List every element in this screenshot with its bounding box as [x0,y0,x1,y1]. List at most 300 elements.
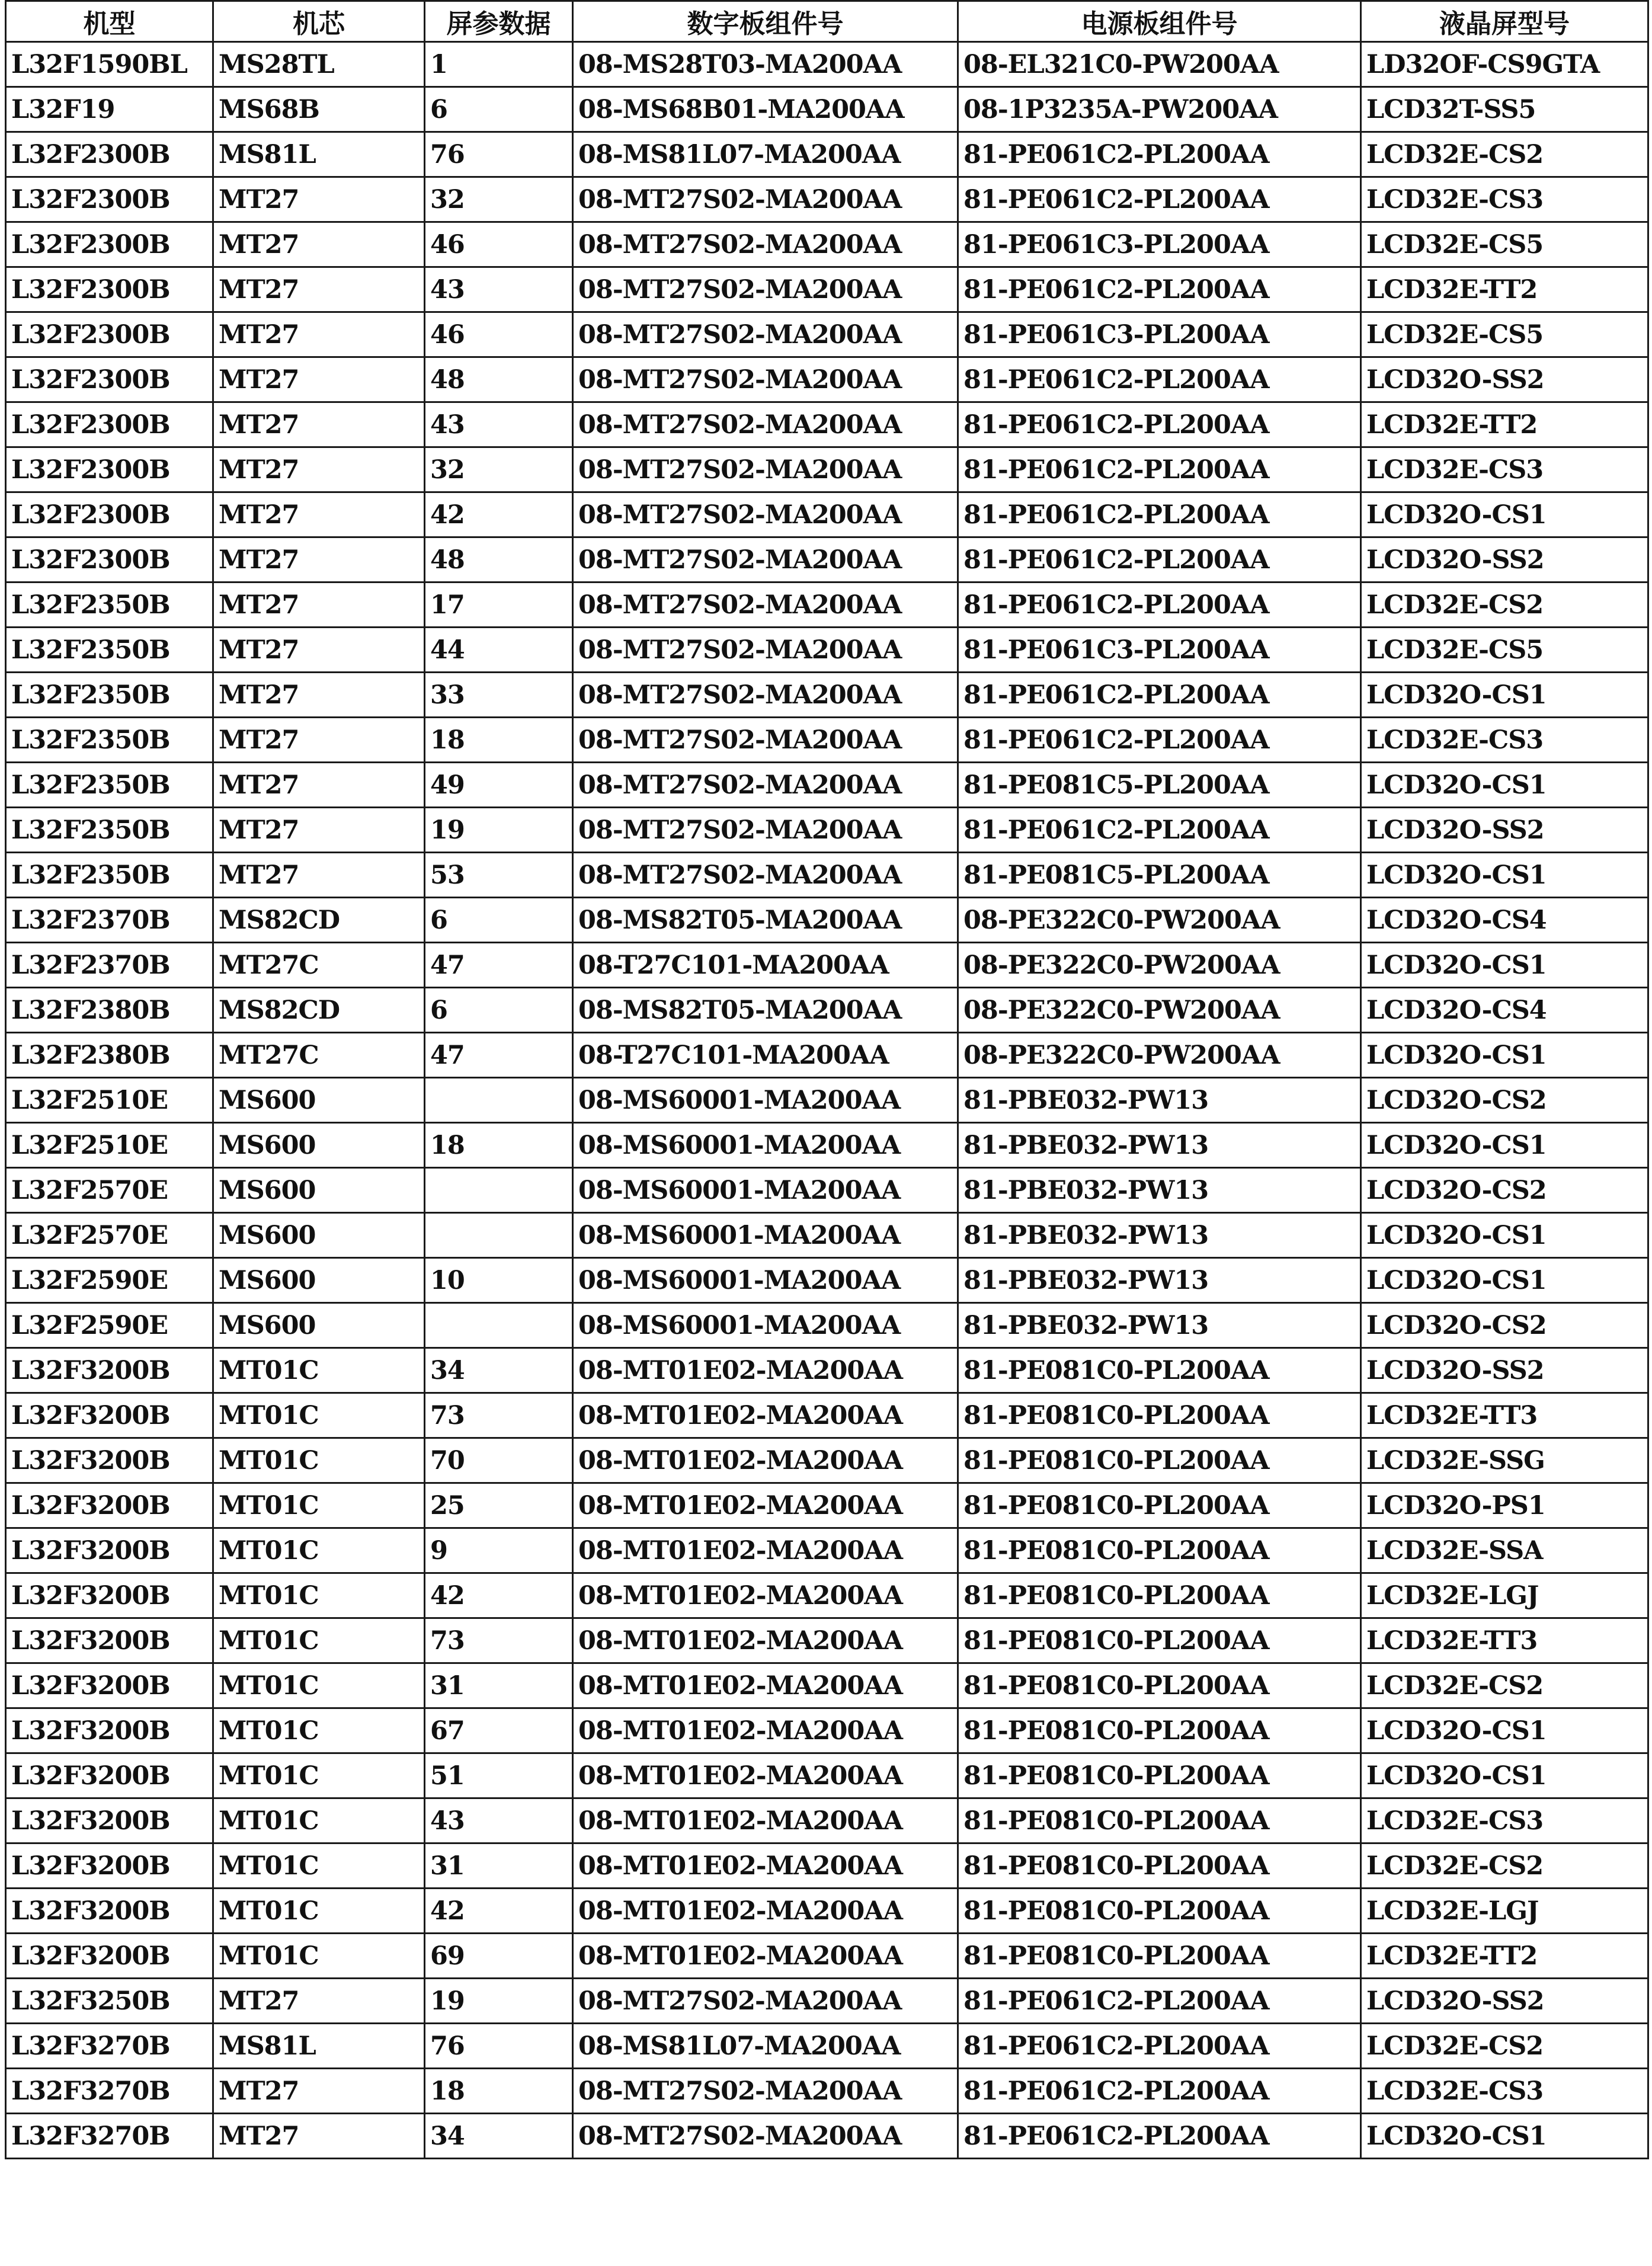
cell-model: L32F2350B [6,673,213,718]
cell-digital-board: 08-MS60001-MA200AA [573,1123,958,1168]
cell-lcd-panel: LCD32O-CS1 [1361,1033,1648,1078]
cell-chassis: MS600 [213,1168,425,1213]
cell-model: L32F3200B [6,1663,213,1708]
cell-lcd-panel: LCD32E-CS5 [1361,312,1648,357]
cell-digital-board: 08-MT01E02-MA200AA [573,1438,958,1483]
cell-power-board: 81-PE081C0-PL200AA [958,1528,1361,1573]
cell-screen-data: 6 [425,988,573,1033]
cell-digital-board: 08-MS82T05-MA200AA [573,988,958,1033]
cell-power-board: 81-PE081C0-PL200AA [958,1889,1361,1934]
cell-screen-data: 51 [425,1753,573,1798]
header-digital-board: 数字板组件号 [573,1,958,42]
cell-screen-data: 33 [425,673,573,718]
cell-power-board: 81-PE061C2-PL200AA [958,582,1361,628]
cell-power-board: 08-1P3235A-PW200AA [958,87,1361,132]
cell-model: L32F3270B [6,2069,213,2114]
cell-power-board: 81-PE061C2-PL200AA [958,808,1361,853]
cell-chassis: MT27 [213,177,425,222]
cell-chassis: MT27 [213,1979,425,2024]
cell-lcd-panel: LCD32O-PS1 [1361,1483,1648,1528]
cell-lcd-panel: LCD32O-SS2 [1361,808,1648,853]
cell-screen-data: 53 [425,853,573,898]
cell-screen-data: 17 [425,582,573,628]
header-lcd-panel: 液晶屏型号 [1361,1,1648,42]
cell-digital-board: 08-MS81L07-MA200AA [573,2024,958,2069]
cell-model: L32F2300B [6,447,213,492]
cell-chassis: MS82CD [213,898,425,943]
cell-chassis: MS68B [213,87,425,132]
cell-chassis: MT27C [213,1033,425,1078]
cell-power-board: 81-PBE032-PW13 [958,1303,1361,1348]
cell-model: L32F3200B [6,1889,213,1934]
cell-power-board: 08-EL321C0-PW200AA [958,42,1361,87]
table-row [6,1618,1648,1663]
cell-model: L32F3200B [6,1618,213,1663]
cell-lcd-panel: LCD32O-SS2 [1361,537,1648,582]
cell-digital-board: 08-MT27S02-MA200AA [573,357,958,402]
cell-lcd-panel: LCD32O-CS1 [1361,1213,1648,1258]
cell-digital-board: 08-MT01E02-MA200AA [573,1618,958,1663]
header-screen-data: 屏参数据 [425,1,573,42]
table-row [6,943,1648,988]
cell-digital-board: 08-MT27S02-MA200AA [573,763,958,808]
cell-chassis: MT27 [213,312,425,357]
cell-model: L32F3200B [6,1843,213,1889]
cell-digital-board: 08-MT27S02-MA200AA [573,222,958,267]
cell-model: L32F2300B [6,537,213,582]
cell-power-board: 81-PE061C2-PL200AA [958,177,1361,222]
cell-lcd-panel: LCD32E-LGJ [1361,1889,1648,1934]
cell-power-board: 81-PE081C0-PL200AA [958,1393,1361,1438]
cell-screen-data: 32 [425,177,573,222]
cell-digital-board: 08-MT01E02-MA200AA [573,1483,958,1528]
cell-power-board: 81-PE061C3-PL200AA [958,628,1361,673]
cell-lcd-panel: LCD32O-CS1 [1361,492,1648,537]
cell-screen-data: 67 [425,1708,573,1753]
table-row [6,853,1648,898]
table-row [6,2114,1648,2159]
cell-digital-board: 08-T27C101-MA200AA [573,943,958,988]
cell-model: L32F2350B [6,763,213,808]
cell-chassis: MT27 [213,853,425,898]
cell-screen-data: 25 [425,1483,573,1528]
table-row [6,357,1648,402]
cell-power-board: 81-PE081C0-PL200AA [958,1348,1361,1393]
cell-power-board: 81-PBE032-PW13 [958,1258,1361,1303]
cell-model: L32F1590BL [6,42,213,87]
cell-digital-board: 08-MT27S02-MA200AA [573,402,958,447]
cell-chassis: MT01C [213,1348,425,1393]
cell-model: L32F2510E [6,1123,213,1168]
cell-lcd-panel: LCD32O-CS4 [1361,988,1648,1033]
cell-power-board: 81-PE061C3-PL200AA [958,312,1361,357]
cell-model: L32F2590E [6,1303,213,1348]
cell-chassis: MS82CD [213,988,425,1033]
cell-power-board: 81-PE061C2-PL200AA [958,718,1361,763]
cell-lcd-panel: LCD32O-CS1 [1361,943,1648,988]
cell-model: L32F2350B [6,808,213,853]
cell-power-board: 81-PE081C0-PL200AA [958,1438,1361,1483]
cell-lcd-panel: LCD32E-CS5 [1361,222,1648,267]
cell-lcd-panel: LCD32E-SSA [1361,1528,1648,1573]
cell-lcd-panel: LCD32O-CS1 [1361,853,1648,898]
table-row [6,1528,1648,1573]
cell-digital-board: 08-MT01E02-MA200AA [573,1528,958,1573]
cell-power-board: 81-PE081C0-PL200AA [958,1934,1361,1979]
cell-model: L32F2370B [6,898,213,943]
cell-model: L32F2350B [6,718,213,763]
parts-sheet [5,0,1647,2266]
table-row [6,1753,1648,1798]
cell-lcd-panel: LCD32O-CS1 [1361,1753,1648,1798]
table-row [6,1934,1648,1979]
cell-power-board: 81-PE061C2-PL200AA [958,2114,1361,2159]
cell-chassis: MT27 [213,357,425,402]
cell-power-board: 81-PBE032-PW13 [958,1213,1361,1258]
table-row [6,1438,1648,1483]
cell-screen-data [425,1078,573,1123]
table-row [6,628,1648,673]
cell-power-board: 81-PE081C0-PL200AA [958,1573,1361,1618]
cell-model: L32F2300B [6,312,213,357]
cell-chassis: MS600 [213,1303,425,1348]
cell-chassis: MT01C [213,1843,425,1889]
cell-lcd-panel: LCD32T-SS5 [1361,87,1648,132]
cell-power-board: 81-PE061C2-PL200AA [958,2024,1361,2069]
cell-model: L32F3200B [6,1798,213,1843]
cell-power-board: 81-PE061C2-PL200AA [958,447,1361,492]
table-row [6,1979,1648,2024]
cell-digital-board: 08-MT27S02-MA200AA [573,582,958,628]
cell-screen-data: 42 [425,1573,573,1618]
cell-lcd-panel: LCD32O-CS1 [1361,2114,1648,2159]
cell-model: L32F3200B [6,1708,213,1753]
table-row [6,673,1648,718]
cell-model: L32F2370B [6,943,213,988]
cell-power-board: 81-PE061C2-PL200AA [958,267,1361,312]
table-row [6,1483,1648,1528]
cell-model: L32F2300B [6,177,213,222]
cell-power-board: 81-PE081C0-PL200AA [958,1753,1361,1798]
cell-digital-board: 08-MS60001-MA200AA [573,1213,958,1258]
table-row [6,312,1648,357]
cell-screen-data: 32 [425,447,573,492]
cell-lcd-panel: LCD32O-CS2 [1361,1303,1648,1348]
cell-model: L32F19 [6,87,213,132]
cell-lcd-panel: LCD32E-CS3 [1361,177,1648,222]
cell-model: L32F2300B [6,492,213,537]
cell-chassis: MT27 [213,537,425,582]
cell-power-board: 81-PE081C0-PL200AA [958,1843,1361,1889]
cell-power-board: 08-PE322C0-PW200AA [958,898,1361,943]
cell-screen-data: 46 [425,222,573,267]
cell-model: L32F2350B [6,628,213,673]
cell-lcd-panel: LCD32E-CS2 [1361,132,1648,177]
cell-digital-board: 08-MT27S02-MA200AA [573,492,958,537]
table-row [6,537,1648,582]
cell-model: L32F3200B [6,1483,213,1528]
cell-screen-data: 49 [425,763,573,808]
cell-screen-data: 44 [425,628,573,673]
cell-digital-board: 08-MT27S02-MA200AA [573,177,958,222]
cell-screen-data [425,1303,573,1348]
cell-model: L32F3200B [6,1934,213,1979]
cell-chassis: MT27C [213,943,425,988]
cell-digital-board: 08-MT27S02-MA200AA [573,447,958,492]
table-row [6,1393,1648,1438]
table-row [6,132,1648,177]
cell-screen-data: 18 [425,718,573,763]
cell-screen-data: 42 [425,1889,573,1934]
cell-digital-board: 08-MT01E02-MA200AA [573,1393,958,1438]
cell-lcd-panel: LCD32E-SSG [1361,1438,1648,1483]
cell-screen-data: 48 [425,357,573,402]
cell-lcd-panel: LCD32E-CS2 [1361,1843,1648,1889]
table-row [6,2024,1648,2069]
cell-power-board: 81-PE081C0-PL200AA [958,1483,1361,1528]
cell-chassis: MT27 [213,222,425,267]
cell-screen-data: 19 [425,808,573,853]
table-header [6,1,1648,42]
cell-lcd-panel: LCD32O-CS4 [1361,898,1648,943]
cell-lcd-panel: LCD32O-SS2 [1361,1979,1648,2024]
table-row [6,402,1648,447]
table-row [6,1708,1648,1753]
cell-power-board: 81-PE081C5-PL200AA [958,853,1361,898]
cell-screen-data: 6 [425,898,573,943]
cell-chassis: MT01C [213,1934,425,1979]
cell-power-board: 81-PE061C2-PL200AA [958,2069,1361,2114]
cell-screen-data [425,1213,573,1258]
table-row [6,1123,1648,1168]
cell-chassis: MT27 [213,808,425,853]
cell-model: L32F3270B [6,2024,213,2069]
cell-screen-data: 10 [425,1258,573,1303]
cell-power-board: 08-PE322C0-PW200AA [958,1033,1361,1078]
table-row [6,988,1648,1033]
cell-model: L32F3200B [6,1573,213,1618]
cell-power-board: 81-PE061C2-PL200AA [958,357,1361,402]
table-row [6,1889,1648,1934]
cell-lcd-panel: LCD32O-CS1 [1361,1708,1648,1753]
cell-digital-board: 08-MT27S02-MA200AA [573,267,958,312]
cell-chassis: MT01C [213,1753,425,1798]
cell-chassis: MT27 [213,763,425,808]
cell-chassis: MT01C [213,1708,425,1753]
cell-screen-data: 6 [425,87,573,132]
cell-screen-data: 69 [425,1934,573,1979]
cell-model: L32F3200B [6,1753,213,1798]
cell-screen-data: 18 [425,2069,573,2114]
cell-lcd-panel: LCD32O-CS1 [1361,1123,1648,1168]
cell-power-board: 81-PBE032-PW13 [958,1123,1361,1168]
cell-screen-data: 34 [425,2114,573,2159]
table-row [6,1798,1648,1843]
table-row [6,1168,1648,1213]
cell-chassis: MS600 [213,1078,425,1123]
cell-model: L32F2300B [6,222,213,267]
cell-digital-board: 08-MT01E02-MA200AA [573,1708,958,1753]
table-row [6,763,1648,808]
cell-lcd-panel: LCD32O-SS2 [1361,357,1648,402]
cell-model: L32F2300B [6,357,213,402]
cell-model: L32F2590E [6,1258,213,1303]
cell-model: L32F3250B [6,1979,213,2024]
cell-digital-board: 08-MS60001-MA200AA [573,1258,958,1303]
cell-lcd-panel: LCD32E-CS3 [1361,2069,1648,2114]
cell-chassis: MS81L [213,132,425,177]
cell-model: L32F2350B [6,582,213,628]
cell-screen-data: 31 [425,1663,573,1708]
table-row [6,1843,1648,1889]
cell-model: L32F2570E [6,1213,213,1258]
cell-chassis: MT01C [213,1528,425,1573]
cell-model: L32F2300B [6,267,213,312]
cell-power-board: 81-PBE032-PW13 [958,1078,1361,1123]
table-row [6,1303,1648,1348]
cell-power-board: 81-PE081C0-PL200AA [958,1618,1361,1663]
cell-digital-board: 08-MT01E02-MA200AA [573,1348,958,1393]
cell-digital-board: 08-MT27S02-MA200AA [573,2114,958,2159]
table-row [6,582,1648,628]
cell-screen-data: 42 [425,492,573,537]
header-power-board: 电源板组件号 [958,1,1361,42]
cell-model: L32F3270B [6,2114,213,2159]
cell-digital-board: 08-MT27S02-MA200AA [573,853,958,898]
cell-model: L32F2570E [6,1168,213,1213]
table-row [6,1213,1648,1258]
cell-power-board: 81-PE061C2-PL200AA [958,537,1361,582]
cell-digital-board: 08-MS60001-MA200AA [573,1078,958,1123]
cell-screen-data: 73 [425,1393,573,1438]
cell-screen-data: 47 [425,1033,573,1078]
cell-digital-board: 08-MT27S02-MA200AA [573,2069,958,2114]
table-row [6,898,1648,943]
cell-lcd-panel: LCD32E-CS3 [1361,447,1648,492]
cell-screen-data: 18 [425,1123,573,1168]
table-row [6,87,1648,132]
cell-lcd-panel: LCD32E-TT2 [1361,1934,1648,1979]
cell-chassis: MT27 [213,267,425,312]
cell-chassis: MT01C [213,1573,425,1618]
cell-digital-board: 08-MT01E02-MA200AA [573,1843,958,1889]
table-row [6,718,1648,763]
cell-model: L32F2300B [6,132,213,177]
table-row [6,1078,1648,1123]
cell-lcd-panel: LCD32E-CS2 [1361,2024,1648,2069]
cell-digital-board: 08-T27C101-MA200AA [573,1033,958,1078]
cell-power-board: 81-PE061C2-PL200AA [958,402,1361,447]
cell-power-board: 81-PE081C5-PL200AA [958,763,1361,808]
cell-chassis: MT27 [213,492,425,537]
cell-screen-data: 43 [425,1798,573,1843]
cell-digital-board: 08-MT27S02-MA200AA [573,537,958,582]
cell-digital-board: 08-MT27S02-MA200AA [573,312,958,357]
cell-model: L32F2350B [6,853,213,898]
table-row [6,222,1648,267]
cell-digital-board: 08-MT27S02-MA200AA [573,1979,958,2024]
cell-digital-board: 08-MT27S02-MA200AA [573,718,958,763]
cell-power-board: 81-PE061C3-PL200AA [958,222,1361,267]
cell-power-board: 81-PE061C2-PL200AA [958,673,1361,718]
cell-chassis: MS81L [213,2024,425,2069]
cell-digital-board: 08-MS82T05-MA200AA [573,898,958,943]
cell-digital-board: 08-MS60001-MA200AA [573,1303,958,1348]
cell-power-board: 81-PBE032-PW13 [958,1168,1361,1213]
cell-power-board: 81-PE061C2-PL200AA [958,132,1361,177]
cell-screen-data: 76 [425,2024,573,2069]
cell-digital-board: 08-MT01E02-MA200AA [573,1753,958,1798]
cell-chassis: MT27 [213,582,425,628]
cell-digital-board: 08-MT27S02-MA200AA [573,628,958,673]
table-row [6,1663,1648,1708]
table-row [6,1033,1648,1078]
table-row [6,267,1648,312]
cell-power-board: 81-PE081C0-PL200AA [958,1708,1361,1753]
cell-screen-data: 43 [425,402,573,447]
parts-table [5,0,1649,2159]
cell-lcd-panel: LCD32O-CS2 [1361,1078,1648,1123]
cell-chassis: MT27 [213,447,425,492]
cell-chassis: MT01C [213,1393,425,1438]
cell-chassis: MT01C [213,1889,425,1934]
cell-digital-board: 08-MS28T03-MA200AA [573,42,958,87]
cell-screen-data: 76 [425,132,573,177]
cell-model: L32F2300B [6,402,213,447]
cell-chassis: MT27 [213,402,425,447]
cell-screen-data: 73 [425,1618,573,1663]
cell-screen-data [425,1168,573,1213]
cell-lcd-panel: LCD32O-SS2 [1361,1348,1648,1393]
cell-screen-data: 34 [425,1348,573,1393]
table-row [6,2069,1648,2114]
cell-power-board: 08-PE322C0-PW200AA [958,943,1361,988]
table-row [6,808,1648,853]
cell-power-board: 08-PE322C0-PW200AA [958,988,1361,1033]
cell-chassis: MT01C [213,1483,425,1528]
cell-screen-data: 19 [425,1979,573,2024]
cell-lcd-panel: LCD32E-CS3 [1361,1798,1648,1843]
cell-lcd-panel: LCD32O-CS2 [1361,1168,1648,1213]
cell-chassis: MS600 [213,1258,425,1303]
cell-screen-data: 1 [425,42,573,87]
table-body [6,42,1648,2159]
cell-chassis: MS28TL [213,42,425,87]
cell-lcd-panel: LCD32E-CS2 [1361,1663,1648,1708]
cell-chassis: MT27 [213,673,425,718]
cell-digital-board: 08-MT01E02-MA200AA [573,1663,958,1708]
cell-power-board: 81-PE061C2-PL200AA [958,1979,1361,2024]
table-row [6,447,1648,492]
cell-chassis: MT01C [213,1798,425,1843]
cell-screen-data: 43 [425,267,573,312]
cell-lcd-panel: LCD32O-CS1 [1361,1258,1648,1303]
cell-lcd-panel: LCD32O-CS1 [1361,763,1648,808]
cell-chassis: MT27 [213,2069,425,2114]
cell-lcd-panel: LCD32O-CS1 [1361,673,1648,718]
cell-lcd-panel: LCD32E-CS2 [1361,582,1648,628]
cell-digital-board: 08-MS81L07-MA200AA [573,132,958,177]
cell-model: L32F3200B [6,1348,213,1393]
cell-model: L32F3200B [6,1393,213,1438]
cell-screen-data: 31 [425,1843,573,1889]
cell-screen-data: 48 [425,537,573,582]
cell-digital-board: 08-MT01E02-MA200AA [573,1573,958,1618]
cell-model: L32F2510E [6,1078,213,1123]
table-row [6,42,1648,87]
cell-chassis: MS600 [213,1213,425,1258]
cell-digital-board: 08-MT01E02-MA200AA [573,1798,958,1843]
